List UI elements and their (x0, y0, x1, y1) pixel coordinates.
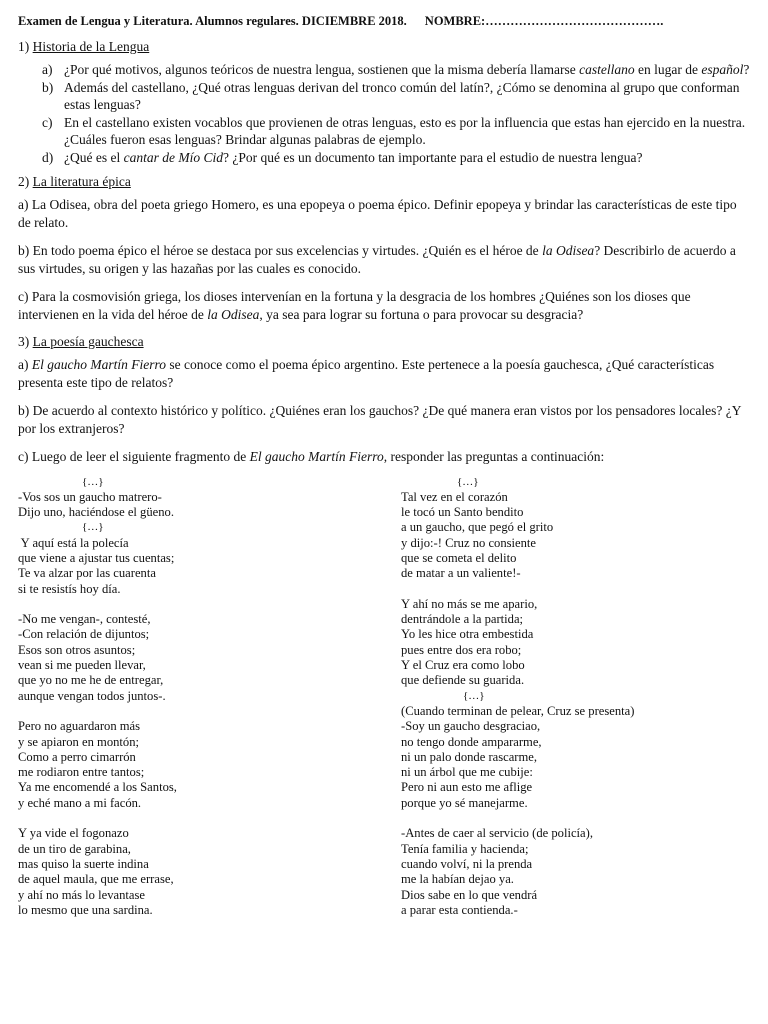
poem-verse: Te va alzar por las cuarenta (18, 566, 156, 581)
poem-verse: -Vos sos un gaucho matrero- (18, 489, 162, 504)
stanza-gap (18, 811, 401, 826)
poem-verse: Dijo uno, haciéndose el güeno. (18, 505, 174, 520)
poem-verse: me la habían dejao ya. (401, 872, 514, 887)
poem-verse: Y aquí está la polecía (18, 535, 129, 550)
poem-verse: si te resistís hoy día. (18, 581, 121, 596)
poem-verse: mas quiso la suerte indina (18, 856, 149, 871)
poem-verse: le tocó un Santo bendito (401, 505, 524, 520)
poem-verse: Ya me encomendé a los Santos, (18, 780, 177, 795)
poem-right-column (401, 475, 741, 919)
poem-verse: vean si me pueden llevar, (18, 658, 146, 673)
poem-verse: y dijo:-! Cruz no consiente (401, 535, 537, 550)
question-2c: c) Para la cosmovisión griega, los dioses intervenían en la fortuna y la desgracia de los hombres ¿Quiénes son los dioses que intervienen en la vida del héroe de la Odisea, ya sea para lograr su fortuna o para provocar su desgracia? (18, 289, 691, 322)
question-1a: a) ¿Por qué motivos, algunos teóricos de nuestra lengua, sostienen que la misma debería llamarse castellano en lugar de español? (42, 62, 750, 77)
section-3-title: 3) La poesía gauchesca (18, 334, 144, 349)
poem-verse: -No me vengan-, contesté, (18, 612, 151, 627)
poem-verse: de matar a un valiente!- (401, 566, 521, 581)
stanza-gap (18, 704, 401, 719)
poem-verse: y se apiaron en montón; (18, 734, 140, 749)
poem-verse: Y ahí no más se me apario, (401, 596, 538, 611)
ellipsis-marker: {…} (82, 521, 104, 534)
ellipsis-marker: {…} (463, 689, 485, 702)
poem-verse: y ahí no más lo levantase (18, 887, 145, 902)
poem-verse: pues entre dos era robo; (401, 642, 522, 657)
poem-verse: y eché mano a mi facón. (18, 795, 142, 810)
poem-verse: a un gaucho, que pegó el grito (401, 520, 554, 535)
poem-verse: -Antes de caer al servicio (de policía), (401, 826, 593, 841)
question-3b: b) De acuerdo al contexto histórico y político. ¿Quiénes eran los gauchos? ¿De qué manera eran vistos por los pensadores locales? ¿Y por los extranjeros? (18, 403, 741, 436)
question-1c: c) En el castellano existen vocablos que provienen de otras lenguas, esto es por la influencia que estas han ejercido en la nuestra. ¿Cuáles fueron esas lenguas? Brindar algunas palabras de ejemplo. (42, 115, 746, 147)
question-1d: d) ¿Qué es el cantar de Mío Cid? ¿Por qué es un documento tan importante para el estudio de nuestra lengua? (42, 150, 643, 165)
poem-verse: lo mesmo que una sardina. (18, 902, 153, 917)
poem-verse: Pero no aguardaron más (18, 719, 141, 734)
section-2-title: 2) La literatura épica (18, 174, 131, 189)
ellipsis-marker: {…} (82, 475, 104, 488)
poem-verse: que viene a ajustar tus cuentas; (18, 550, 175, 565)
poem-verse: aunque vengan todos juntos-. (18, 688, 166, 703)
poem-verse: dentrándole a la partida; (401, 612, 524, 627)
poem-verse: ni un árbol que me cubije: (401, 765, 533, 780)
section-1-title: 1) Historia de la Lengua (18, 39, 150, 54)
poem-verse: Como a perro cimarrón (18, 749, 136, 764)
exam-header (18, 14, 750, 29)
poem-left-column (18, 475, 401, 919)
poem-verse: ni un palo donde rascarme, (401, 749, 538, 764)
exam-title: Examen de Lengua y Literatura. Alumnos regulares. DICIEMBRE 2018. (18, 14, 407, 28)
stanza-gap (18, 597, 401, 612)
poem-verse: Pero ni aun esto me aflige (401, 780, 533, 795)
poem-verse: Yo les hice otra embestida (401, 627, 534, 642)
poem-verse: de un tiro de garabina, (18, 841, 131, 856)
name-field: NOMBRE:……………………………………. (424, 14, 664, 28)
question-1b: b) Además del castellano, ¿Qué otras lenguas derivan del tronco común del latín?, ¿Cómo se denomina al grupo que conforman estas lenguas? (42, 80, 740, 112)
section-1-questions (18, 61, 750, 166)
poem-verse: Y el Cruz era como lobo (401, 658, 525, 673)
poem-fragment (18, 475, 750, 919)
poem-verse: que defiende su guarida. (401, 673, 525, 688)
poem-verse: Tenía familia y hacienda; (401, 841, 529, 856)
stanza-gap (401, 582, 741, 597)
poem-verse: Tal vez en el corazón (401, 489, 508, 504)
stanza-gap (401, 811, 741, 826)
poem-verse: no tengo donde ampararme, (401, 734, 542, 749)
poem-verse: de aquel maula, que me errase, (18, 872, 174, 887)
poem-verse: me rodiaron entre tantos; (18, 765, 145, 780)
poem-verse: a parar esta contienda.- (401, 902, 518, 917)
question-2b: b) En todo poema épico el héroe se destaca por sus excelencias y virtudes. ¿Quién es el héroe de la Odisea? Describirlo de acuerdo a sus virtudes, su origen y las hazañas por las cuales es conocido. (18, 243, 736, 276)
ellipsis-marker: {…} (457, 475, 479, 488)
poem-verse: cuando volví, ni la prenda (401, 856, 533, 871)
poem-verse: Esos son otros asuntos; (18, 642, 136, 657)
poem-verse: porque yo sé manejarme. (401, 795, 528, 810)
poem-verse: que se cometa el delito (401, 550, 517, 565)
poem-verse: (Cuando terminan de pelear, Cruz se presenta) (401, 703, 635, 718)
poem-verse: -Soy un gaucho desgraciao, (401, 719, 541, 734)
question-2a: a) La Odisea, obra del poeta griego Homero, es una epopeya o poema épico. Definir epopeya y brindar las características de este tipo de relato. (18, 197, 737, 230)
question-3c: c) Luego de leer el siguiente fragmento de El gaucho Martín Fierro, responder las preguntas a continuación: (18, 449, 605, 464)
question-3a: a) El gaucho Martín Fierro se conoce como el poema épico argentino. Este pertenece a la poesía gauchesca, ¿Qué características presenta este tipo de relatos? (18, 357, 715, 390)
poem-verse: -Con relación de dijuntos; (18, 627, 150, 642)
poem-verse: Y ya vide el fogonazo (18, 826, 129, 841)
poem-verse: que yo no me he de entregar, (18, 673, 164, 688)
poem-verse: Dios sabe en lo que vendrá (401, 887, 538, 902)
